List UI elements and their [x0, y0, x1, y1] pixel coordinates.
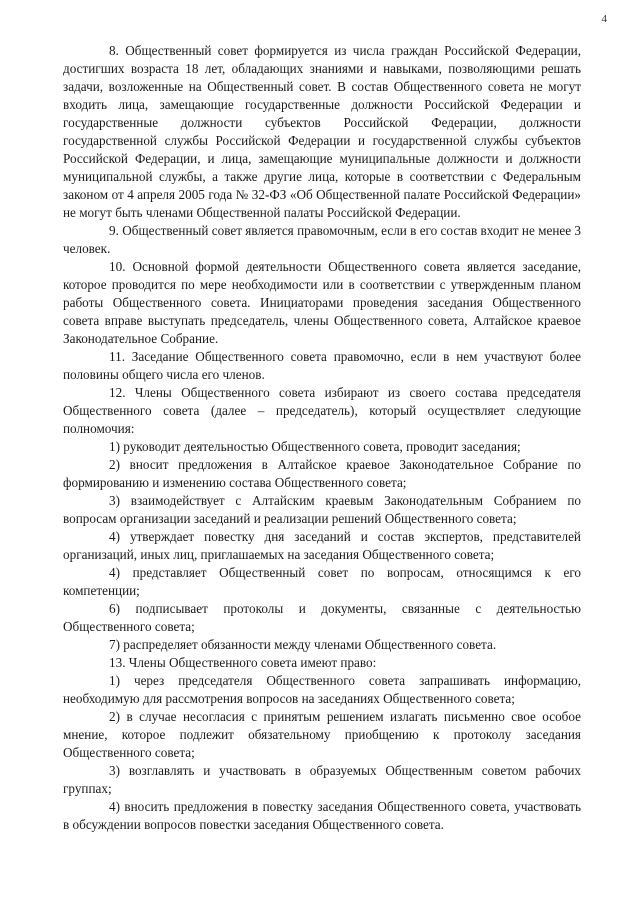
- list-item-12-4: 4) утверждает повестку дня заседаний и состав экспертов, представителей организаций, иных лиц, приглашаемых на заседания Общественного совета;: [63, 529, 581, 562]
- list-item-12-3: 3) взаимодействует с Алтайским краевым Законодательным Собранием по вопросам организации заседаний и реализации решений Общественного совета;: [63, 493, 581, 526]
- list-item-13-3: 3) возглавлять и участвовать в образуемых Общественным советом рабочих группах;: [63, 763, 581, 796]
- document-body: [63, 42, 581, 834]
- paragraph-8: 8. Общественный совет формируется из числа граждан Российской Федерации, достигших возраста 18 лет, обладающих знаниями и навыками, позволяющими решать задачи, возложенные на Общественный совет. В состав Общественного совета не могут входить лица, замещающие государственные должности Российской Федерации и государственные должности субъектов Российской Федерации, должности государственной службы Российской Федерации и государственной службы субъектов Российской Федерации, и лица, замещающие муниципальные должности и должности муниципальной службы, а также другие лица, которые в соответствии с Федеральным законом от 4 апреля 2005 года № 32-ФЗ «Об Общественной палате Российской Федерации» не могут быть членами Общественной палаты Российской Федерации.: [63, 43, 581, 220]
- list-item-13-2: 2) в случае несогласия с принятым решением излагать письменно свое особое мнение, которое подлежит обязательному приобщению к протоколу заседания Общественного совета;: [63, 709, 581, 760]
- list-item-12-5: 4) представляет Общественный совет по вопросам, относящимся к его компетенции;: [63, 565, 581, 598]
- paragraph-12: 12. Члены Общественного совета избирают из своего состава председателя Общественного совета (далее – председатель), который осуществляет следующие полномочия:: [63, 385, 581, 436]
- list-item-12-7: 7) распределяет обязанности между членами Общественного совета.: [109, 637, 497, 652]
- paragraph-11: 11. Заседание Общественного совета правомочно, если в нем участвуют более половины общего числа его членов.: [63, 349, 581, 382]
- paragraph-10: 10. Основной формой деятельности Общественного совета является заседание, которое проводится по мере необходимости или в соответствии с утвержденным планом работы Общественного совета. Инициаторами проведения заседания Общественного совета вправе выступать председатель, члены Общественного совета, Алтайское краевое Законодательное Собрание.: [63, 259, 581, 346]
- list-item-13-1: 1) через председателя Общественного совета запрашивать информацию, необходимую для рассмотрения вопросов на заседаниях Общественного совета;: [63, 673, 581, 706]
- page-number: 4: [601, 13, 607, 25]
- list-item-12-6: 6) подписывает протоколы и документы, связанные с деятельностью Общественного совета;: [63, 601, 581, 634]
- list-item-12-1: 1) руководит деятельностью Общественного совета, проводит заседания;: [109, 439, 521, 454]
- paragraph-9: 9. Общественный совет является правомочным, если в его состав входит не менее 3 человек.: [63, 223, 581, 256]
- paragraph-13: 13. Члены Общественного совета имеют право:: [109, 655, 377, 670]
- list-item-12-2: 2) вносит предложения в Алтайское краевое Законодательное Собрание по формированию и изменению состава Общественного совета;: [63, 457, 581, 490]
- list-item-13-4: 4) вносить предложения в повестку заседания Общественного совета, участвовать в обсуждении вопросов повестки заседания Общественного совета.: [63, 799, 581, 832]
